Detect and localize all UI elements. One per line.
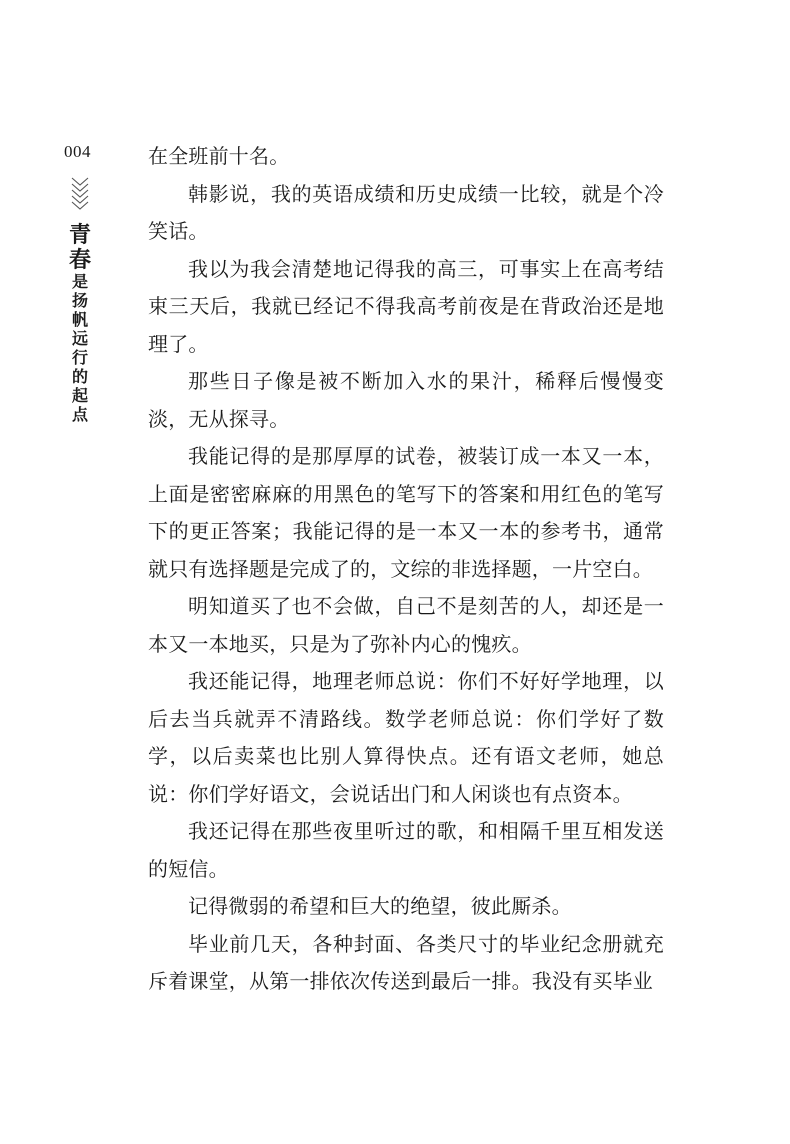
side-title-char: 帆 xyxy=(71,310,88,329)
paragraph: 那些日子像是被不断加入水的果汁，稀释后慢慢变淡，无从探寻。 xyxy=(148,369,664,431)
body-text xyxy=(148,138,664,1001)
side-title-char: 青 xyxy=(68,222,91,248)
paragraph: 我能记得的是那厚厚的试卷，被装订成一本又一本，上面是密密麻麻的用黑色的笔写下的答案和用红色的笔写下的更正答案；我能记得的是一本又一本的参考书，通常就只有选择题是完成了的，文综的非选择题，一片空白。 xyxy=(148,444,664,581)
side-title-char: 的 xyxy=(71,367,88,386)
paragraph: 我还能记得，地理老师总说：你们不好好学地理，以后去当兵就弄不清路线。数学老师总说：你们学好了数学，以后卖菜也比别人算得快点。还有语文老师，她总说：你们学好语文，会说话出门和人闲谈也有点资本。 xyxy=(148,669,664,806)
side-title xyxy=(64,224,96,426)
paragraph: 我还记得在那些夜里听过的歌，和相隔千里互相发送的短信。 xyxy=(148,819,664,881)
paragraph: 我以为我会清楚地记得我的高三，可事实上在高考结束三天后，我就已经记不得我高考前夜是在背政治还是地理了。 xyxy=(148,256,664,356)
paragraph: 韩影说，我的英语成绩和历史成绩一比较，就是个冷笑话。 xyxy=(148,181,664,243)
side-title-char: 扬 xyxy=(71,291,88,310)
page-number: 004 xyxy=(64,142,91,161)
side-title-char: 是 xyxy=(71,272,88,291)
paragraph: 记得微弱的希望和巨大的绝望，彼此厮杀。 xyxy=(188,894,572,918)
paragraph: 在全班前十名。 xyxy=(148,144,290,168)
side-title-char: 起 xyxy=(71,386,88,405)
side-title-char: 远 xyxy=(71,329,88,348)
side-title-char: 春 xyxy=(68,247,91,273)
chevron-down-icon xyxy=(68,176,92,216)
side-title-char: 行 xyxy=(71,348,88,367)
paragraph: 毕业前几天，各种封面、各类尺寸的毕业纪念册就充斥着课堂，从第一排依次传送到最后一排。我没有买毕业 xyxy=(148,931,664,993)
paragraph: 明知道买了也不会做，自己不是刻苦的人，却还是一本又一本地买，只是为了弥补内心的愧疚。 xyxy=(148,594,664,656)
side-title-char: 点 xyxy=(71,405,88,424)
